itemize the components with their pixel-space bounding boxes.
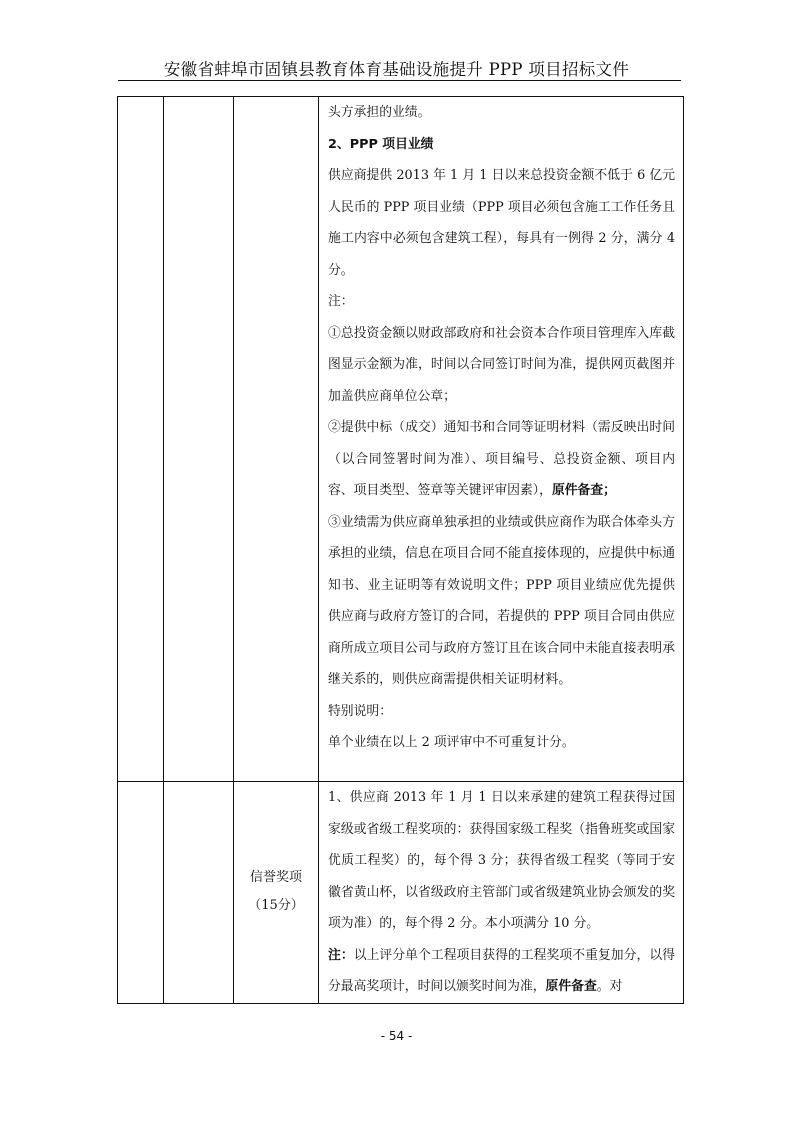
table-cell-empty [234,97,319,782]
page-number: - 54 - [380,1029,413,1043]
paragraph: ③业绩需为供应商单独承担的业绩或供应商作为联合体牵头方承担的业绩，信息在项目合同不能直接体现的，应提供中标通知书、业主证明等有效说明文件；PPP 项目业绩应优先提供供应商与政府方签订的合同，若提供的 PPP 项目合同由供应商所成立项目公司与政府方签订且在该合同中未能直接表明承继关系的，则供应商需提供相关证明材料。 [328,514,675,687]
table-row [118,97,684,782]
paragraph-with-bold [328,940,675,1003]
category-label-cell [234,782,319,1004]
paragraph: 头方承担的业绩。 [328,105,431,120]
table-row [118,782,684,1004]
original-inspection-note: 原件备查； [551,483,616,498]
paragraph: 供应商提供 2013 年 1 月 1 日以来总投资金额不低于 6 亿元人民币的 PPP 项目业绩（PPP 项目必须包含施工工作任务且施工内容中必须包含建筑工程），每具有一例得 2 分，满分 4 分。 [328,168,675,278]
category-label: 信誉奖项 [249,870,302,886]
document-header-title: 安徽省蚌埠市固镇县教育体育基础设施提升 PPP 项目招标文件 [163,60,630,79]
paragraph-text: 以上评分单个工程项目获得的工程奖项不重复加分，以得分最高奖项计，时间以颁奖时间为准， [328,947,676,994]
criteria-cell [319,782,684,1004]
paragraph: ①总投资金额以财政部政府和社会资本合作项目管理库入库截图显示金额为准，时间以合同签订时间为准，提供网页截图并加盖供应商单位公章； [328,325,675,404]
criteria-cell [319,97,684,782]
paragraph-text: 。对 [596,979,623,994]
note-label: 注： [328,947,354,963]
paragraph: 单个业绩在以上 2 项评审中不可重复计分。 [328,735,575,750]
table-cell-empty [164,782,234,1004]
header-rule [118,80,681,81]
table-cell-empty [118,782,164,1004]
special-note-label: 特别说明： [328,703,392,719]
table-cell-empty [118,97,164,782]
paragraph: 1、供应商 2013 年 1 月 1 日以来承建的建筑工程获得过国家级或省级工程奖项的：获得国家级工程奖（指鲁班奖或国家优质工程奖）的，每个得 3 分；获得省级工程奖（等同于安徽省黄山杯，以省级政府主管部门或省级建筑业协会颁发的奖项为准）的，每个得 2 分。本小项满分 10 分。 [328,790,675,931]
original-inspection-note: 原件备查 [545,979,597,994]
section-heading: 2、PPP 项目业绩 [328,136,434,152]
category-score: （15分） [248,898,304,914]
paragraph-text: ②提供中标（成交）通知书和合同等证明材料（需反映出时间（以合同签署时间为准）、项目编号、总投资金额、项目内容、项目类型、签章等关键评审因素）， [328,420,675,498]
note-label: 注： [328,294,354,309]
scoring-table [117,96,684,1004]
table-cell-empty [164,97,234,782]
paragraph-with-bold [328,412,675,507]
